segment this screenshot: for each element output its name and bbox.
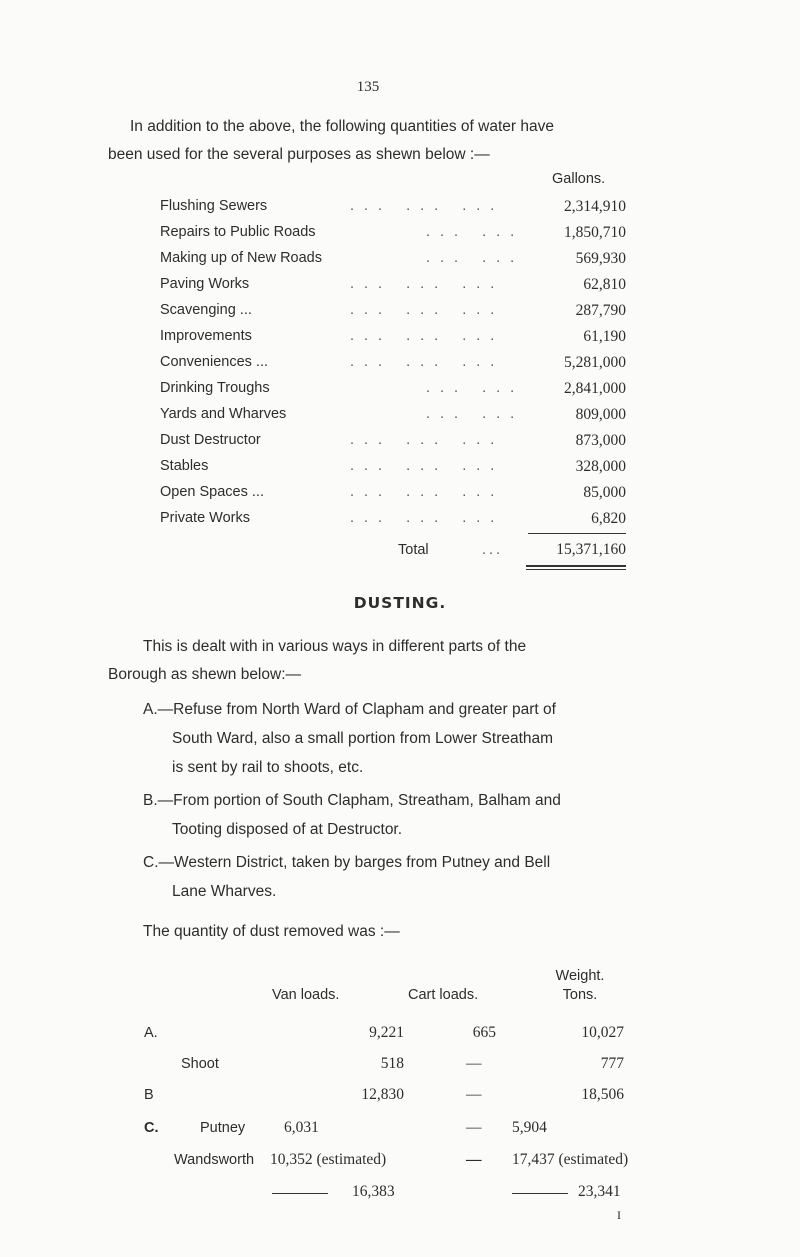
row-label: Stables (160, 458, 209, 474)
table-row (160, 302, 640, 326)
table-row (160, 198, 640, 222)
table-row (160, 328, 640, 352)
item-c-line-1: C.—Western District, taken by barges from Putney and Bell (143, 854, 551, 871)
row-value: 5,281,000 (564, 354, 626, 371)
row-value: 85,000 (583, 484, 626, 501)
subtotal-rule (528, 533, 626, 534)
leader-dots: ... ... ... (350, 458, 505, 474)
intro-line-1: In addition to the above, the following quantities of water have (130, 118, 554, 135)
leader-dots: ... ... (426, 380, 525, 396)
row-label: Dust Destructor (160, 432, 261, 448)
item-b-line-2: Tooting disposed of at Destructor. (172, 821, 403, 838)
table-row (160, 224, 640, 248)
row-label: Scavenging ... (160, 302, 252, 318)
row-w-sub-label: Wandsworth (174, 1152, 255, 1168)
item-a-line-1: A.—Refuse from North Ward of Clapham and greater part of (143, 701, 556, 718)
leader-dots: ... (482, 542, 504, 558)
gallons-header: Gallons. (552, 171, 606, 187)
row-value: 287,790 (575, 302, 626, 319)
row-b-weight: 18,506 (581, 1086, 624, 1103)
dusting-intro-1: This is dealt with in various ways in different parts of the (143, 638, 527, 655)
row-label: Open Spaces ... (160, 484, 264, 500)
total-label: Total (398, 542, 429, 558)
table-row (160, 458, 640, 482)
leader-dots: ... ... ... (350, 302, 505, 318)
total-value: 15,371,160 (556, 541, 626, 558)
row-value: 569,930 (575, 250, 626, 267)
leader-dots: ... ... ... (350, 354, 505, 370)
table-row (160, 510, 640, 534)
row-label: Conveniences ... (160, 354, 269, 370)
leader-dots: ... ... ... (350, 198, 505, 214)
van-total: 16,383 (352, 1183, 395, 1200)
double-rule-top (526, 565, 626, 567)
leader-dots: ... ... (426, 250, 525, 266)
row-value: 809,000 (575, 406, 626, 423)
row-c-van: 6,031 (284, 1119, 319, 1136)
row-b-van: 12,830 (361, 1086, 404, 1103)
row-w-van: 10,352 (estimated) (270, 1151, 387, 1168)
row-label: Improvements (160, 328, 252, 344)
row-value: 62,810 (583, 276, 626, 293)
leader-dots: ... ... ... (350, 510, 505, 526)
leader-dots: ... ... ... (350, 276, 505, 292)
header-cart-loads: Cart loads. (408, 987, 479, 1003)
weight-total: 23,341 (578, 1183, 621, 1200)
item-a-line-2: South Ward, also a small portion from Lower Streatham (172, 730, 554, 747)
row-a-weight: 10,027 (581, 1024, 624, 1041)
header-tons: Tons. (562, 987, 598, 1003)
row-value: 6,820 (591, 510, 626, 527)
row-c-sub-label: Putney (200, 1120, 246, 1136)
row-c-weight: 5,904 (512, 1119, 547, 1136)
row-a-cart: 665 (472, 1024, 496, 1041)
row-b-label: B (144, 1087, 154, 1103)
leader-dots: ... ... (426, 224, 525, 240)
row-label: Flushing Sewers (160, 198, 268, 214)
table-row (160, 406, 640, 430)
van-total-rule (272, 1193, 328, 1194)
header-van-loads: Van loads. (272, 987, 340, 1003)
row-value: 61,190 (583, 328, 626, 345)
quantity-intro: The quantity of dust removed was :— (143, 923, 400, 940)
row-value: 328,000 (575, 458, 626, 475)
section-heading: DUSTING. (353, 594, 447, 612)
page-number: 135 (356, 79, 380, 95)
leader-dots: ... ... ... (350, 432, 505, 448)
double-rule-bottom (526, 569, 626, 570)
row-shoot-label: Shoot (181, 1056, 219, 1072)
row-value: 2,314,910 (564, 198, 626, 215)
signature-mark: I (617, 1208, 621, 1222)
leader-dots: ... ... ... (350, 484, 505, 500)
table-row (160, 484, 640, 508)
row-label: Yards and Wharves (160, 406, 287, 422)
leader-dots: ... ... (426, 406, 525, 422)
item-a-line-3: is sent by rail to shoots, etc. (172, 759, 364, 776)
row-label: Drinking Troughs (160, 380, 270, 396)
dusting-intro-2: Borough as shewn below:— (108, 666, 302, 683)
table-row (160, 250, 640, 274)
row-value: 873,000 (575, 432, 626, 449)
table-row (160, 432, 640, 456)
item-b-line-1: B.—From portion of South Clapham, Streatham, Balham and (143, 792, 561, 809)
row-c-cart: — (466, 1119, 482, 1136)
row-label: Making up of New Roads (160, 250, 322, 266)
header-weight: Weight. (555, 968, 605, 984)
row-shoot-cart: — (466, 1055, 482, 1072)
leader-dots: ... ... ... (350, 328, 505, 344)
row-w-cart: — (466, 1151, 482, 1168)
row-w-weight: 17,437 (estimated) (512, 1151, 629, 1168)
row-c-label: C. (144, 1120, 159, 1136)
row-value: 1,850,710 (564, 224, 626, 241)
row-shoot-weight: 777 (600, 1055, 624, 1072)
row-a-label: A. (144, 1025, 158, 1041)
intro-line-2: been used for the several purposes as shewn below :— (108, 146, 490, 163)
row-a-van: 9,221 (369, 1024, 404, 1041)
weight-total-rule (512, 1193, 568, 1194)
table-row (160, 380, 640, 404)
row-shoot-van: 518 (380, 1055, 404, 1072)
row-b-cart: — (466, 1086, 482, 1103)
row-value: 2,841,000 (564, 380, 626, 397)
row-label: Paving Works (160, 276, 250, 292)
row-label: Repairs to Public Roads (160, 224, 316, 240)
table-row (160, 354, 640, 378)
row-label: Private Works (160, 510, 250, 526)
item-c-line-2: Lane Wharves. (172, 883, 277, 900)
table-row (160, 276, 640, 300)
